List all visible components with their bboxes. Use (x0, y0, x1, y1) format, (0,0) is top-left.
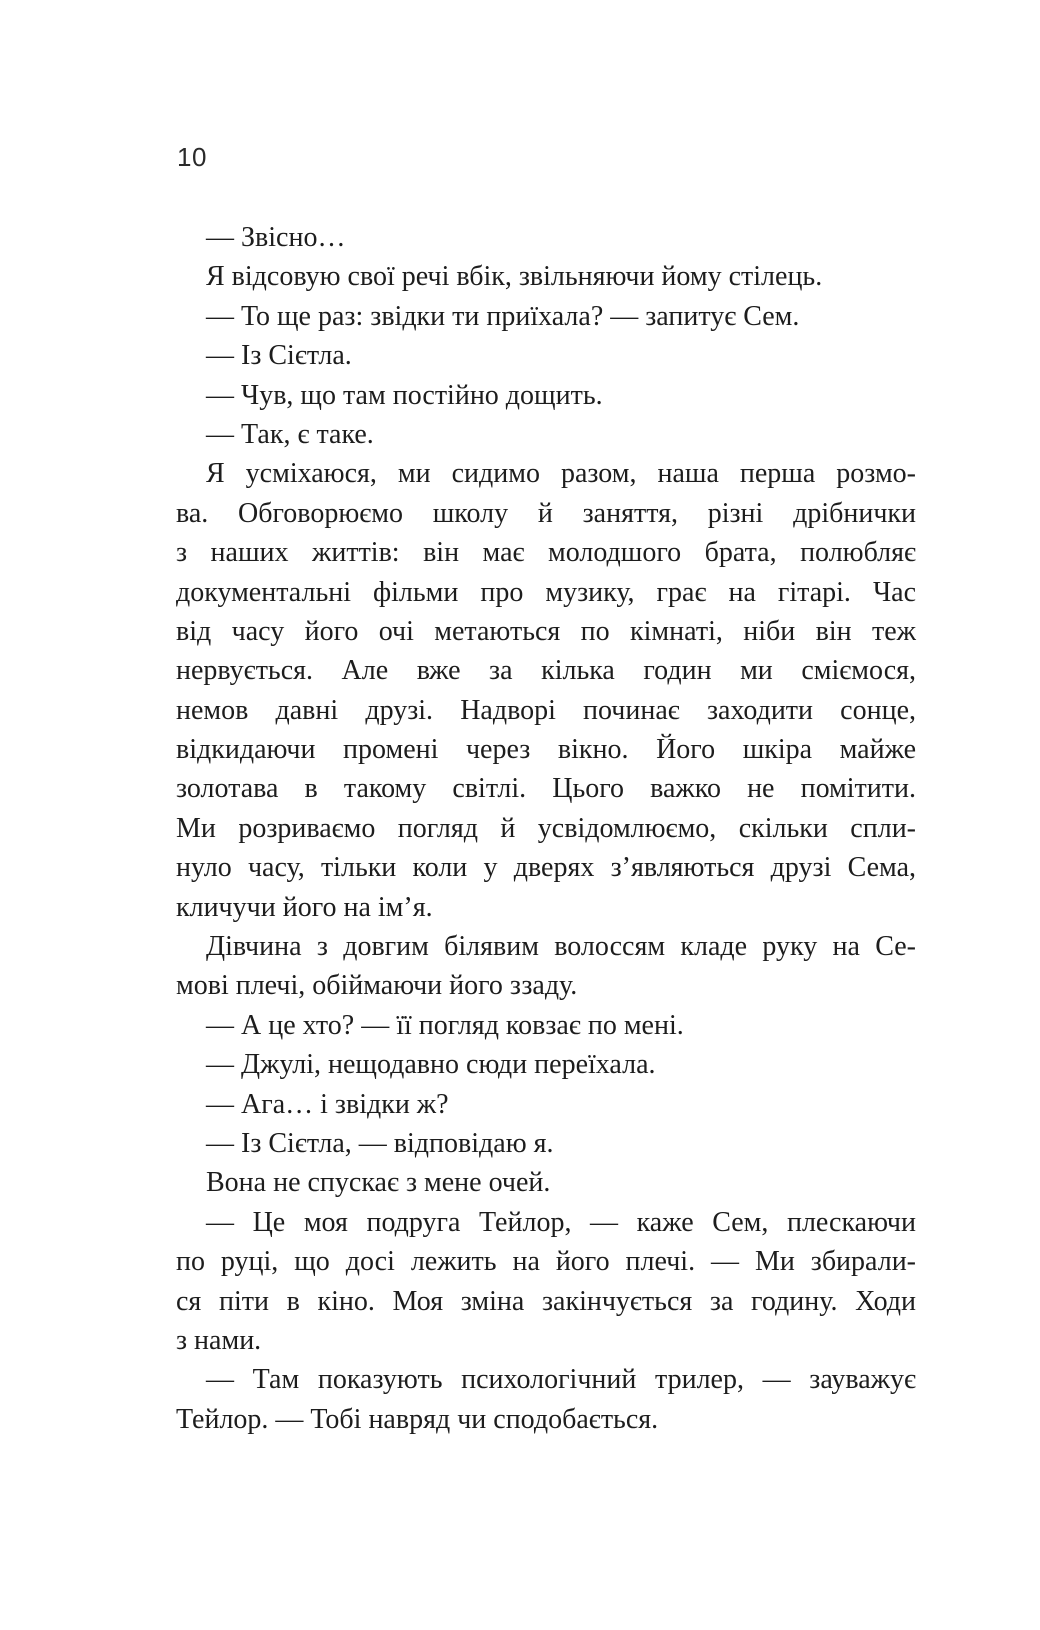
text-line: — Звісно… (206, 222, 346, 253)
text-line: — Так, є таке. (206, 418, 374, 450)
text-line: нервується. Але вже за кілька годин ми сміємося, (176, 655, 916, 687)
text-line: — Джулі, нещодавно сюди переїхала. (206, 1049, 656, 1081)
text-line: мові плечі, обіймаючи його ззаду. (176, 970, 578, 1002)
text-line: ва. Обговорюємо школу й заняття, різні дрібнички (176, 497, 916, 529)
text-line: немов давні друзі. Надворі починає заходити сонце, (176, 694, 916, 726)
text-line: Тейлор. — Тобі навряд чи сподобається. (176, 1403, 659, 1435)
text-line: Ми розриваємо погляд й усвідомлюємо, скільки спли- (176, 812, 916, 844)
text-line: золотава в такому світлі. Цього важко не помітити. (176, 773, 916, 805)
text-line: нуло часу, тільки коли у дверях з’являються друзі Сема, (176, 852, 916, 884)
text-line: — Із Сієтла, — відповідаю я. (206, 1127, 554, 1159)
text-line: Дівчина з довгим білявим волоссям кладе руку на Се- (206, 931, 916, 963)
text-line: документальні фільми про музику, грає на гітарі. Час (176, 576, 916, 608)
text-line: Я відсовую свої речі вбік, звільняючи йому стілець. (206, 261, 823, 293)
body-text (176, 218, 916, 1439)
text-line: кличучи його на ім’я. (176, 891, 433, 923)
text-line: — Це моя подруга Тейлор, — каже Сем, плескаючи (206, 1206, 916, 1238)
text-line: — Ага… і звідки ж? (206, 1088, 449, 1120)
text-line: по руці, що досі лежить на його плечі. — Ми збирали- (176, 1246, 916, 1278)
text-line: Я усміхаюся, ми сидимо разом, наша перша розмо- (206, 458, 916, 490)
text-line: ся піти в кіно. Моя зміна закінчується за годину. Ходи (176, 1285, 916, 1317)
text-line: — Із Сієтла. (206, 340, 352, 372)
text-line: — А це хто? — її погляд ковзає по мені. (206, 1009, 684, 1041)
text-line: відкидаючи промені через вікно. Його шкіра майже (176, 734, 916, 766)
text-line: — То ще раз: звідки ти приїхала? — запитує Сем. (206, 300, 800, 332)
text-line: — Там показують психологічний трилер, — зауважує (206, 1364, 916, 1396)
text-line: — Чув, що там постійно дощить. (206, 379, 603, 411)
text-line: Вона не спускає з мене очей. (206, 1167, 551, 1199)
text-line: з наших життів: він має молодшого брата, полюбляє (176, 537, 916, 569)
text-line: від часу його очі метаються по кімнаті, ніби він теж (176, 615, 916, 647)
page-number: 10 (177, 142, 207, 172)
text-line: з нами. (176, 1324, 262, 1356)
